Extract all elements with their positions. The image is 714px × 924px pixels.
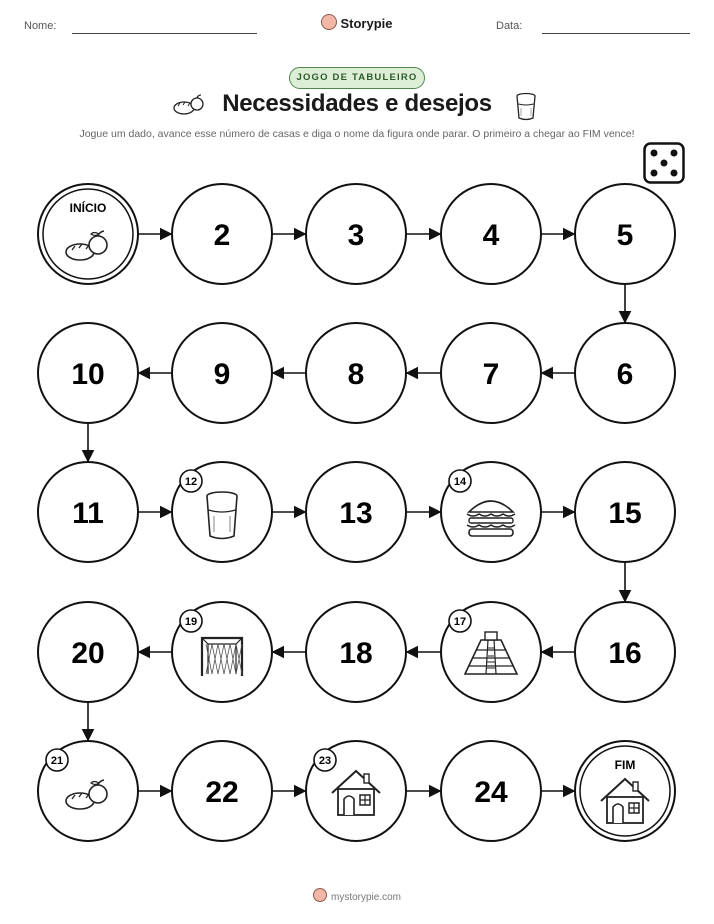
finish-space — [575, 741, 675, 841]
board-space-11 — [38, 462, 138, 562]
space-number: 19 — [184, 616, 198, 628]
start-label: INÍCIO — [69, 201, 107, 215]
board-space-7 — [441, 323, 541, 423]
space-number: 16 — [608, 637, 642, 670]
bear-icon — [313, 888, 327, 902]
space-number: 8 — [347, 358, 365, 391]
space-number: 18 — [339, 637, 373, 670]
space-number: 7 — [482, 358, 500, 391]
game-type-badge: JOGO DE TABULEIRO — [289, 67, 425, 89]
space-number: 10 — [71, 358, 105, 391]
board-space-3 — [306, 184, 406, 284]
space-circle — [575, 741, 675, 841]
space-number: 14 — [453, 476, 467, 488]
page-title: Necessidades e desejos — [222, 90, 492, 117]
name-label: Nome: — [24, 20, 57, 32]
board-space-22 — [172, 741, 272, 841]
board-space-4 — [441, 184, 541, 284]
space-number: 4 — [482, 219, 500, 252]
board-space-13 — [306, 462, 406, 562]
space-number: 17 — [453, 616, 467, 628]
board-space-17 — [441, 602, 541, 702]
space-circle — [38, 184, 138, 284]
space-number: 13 — [339, 497, 373, 530]
space-number: 2 — [213, 219, 231, 252]
board-space-24 — [441, 741, 541, 841]
board-space-14 — [441, 462, 541, 562]
space-number: 12 — [184, 476, 198, 488]
board-space-6 — [575, 323, 675, 423]
footer-url: mystorypie.com — [330, 892, 401, 903]
space-number: 11 — [72, 497, 104, 530]
space-number: 3 — [347, 219, 365, 252]
board-space-12 — [172, 462, 272, 562]
board-space-9 — [172, 323, 272, 423]
space-number: 15 — [608, 497, 642, 530]
water-glass-icon — [207, 492, 237, 539]
board-space-23 — [306, 741, 406, 841]
board-space-16 — [575, 602, 675, 702]
space-number: 20 — [71, 637, 105, 670]
board-space-10 — [38, 323, 138, 423]
board-space-18 — [306, 602, 406, 702]
date-label: Data: — [496, 20, 523, 32]
instructions: Jogue um dado, avance esse número de casas e diga o nome da figura onde parar. O primeiro a chegar ao FIM vence! — [79, 128, 635, 140]
brand-name: Storypie — [340, 16, 393, 31]
start-space — [38, 184, 138, 284]
space-number: 21 — [50, 755, 64, 767]
space-number: 5 — [616, 219, 634, 252]
board-space-5 — [575, 184, 675, 284]
space-number: 24 — [474, 776, 508, 809]
board-space-2 — [172, 184, 272, 284]
board-space-19 — [172, 602, 272, 702]
footer — [0, 888, 714, 903]
space-number: 6 — [616, 358, 634, 391]
space-number: 22 — [205, 776, 239, 809]
board-space-20 — [38, 602, 138, 702]
space-number: 9 — [213, 358, 231, 391]
board-space-21 — [38, 741, 138, 841]
space-number: 23 — [318, 755, 332, 767]
finish-label: FIM — [614, 758, 636, 772]
board-space-15 — [575, 462, 675, 562]
board-space-8 — [306, 323, 406, 423]
